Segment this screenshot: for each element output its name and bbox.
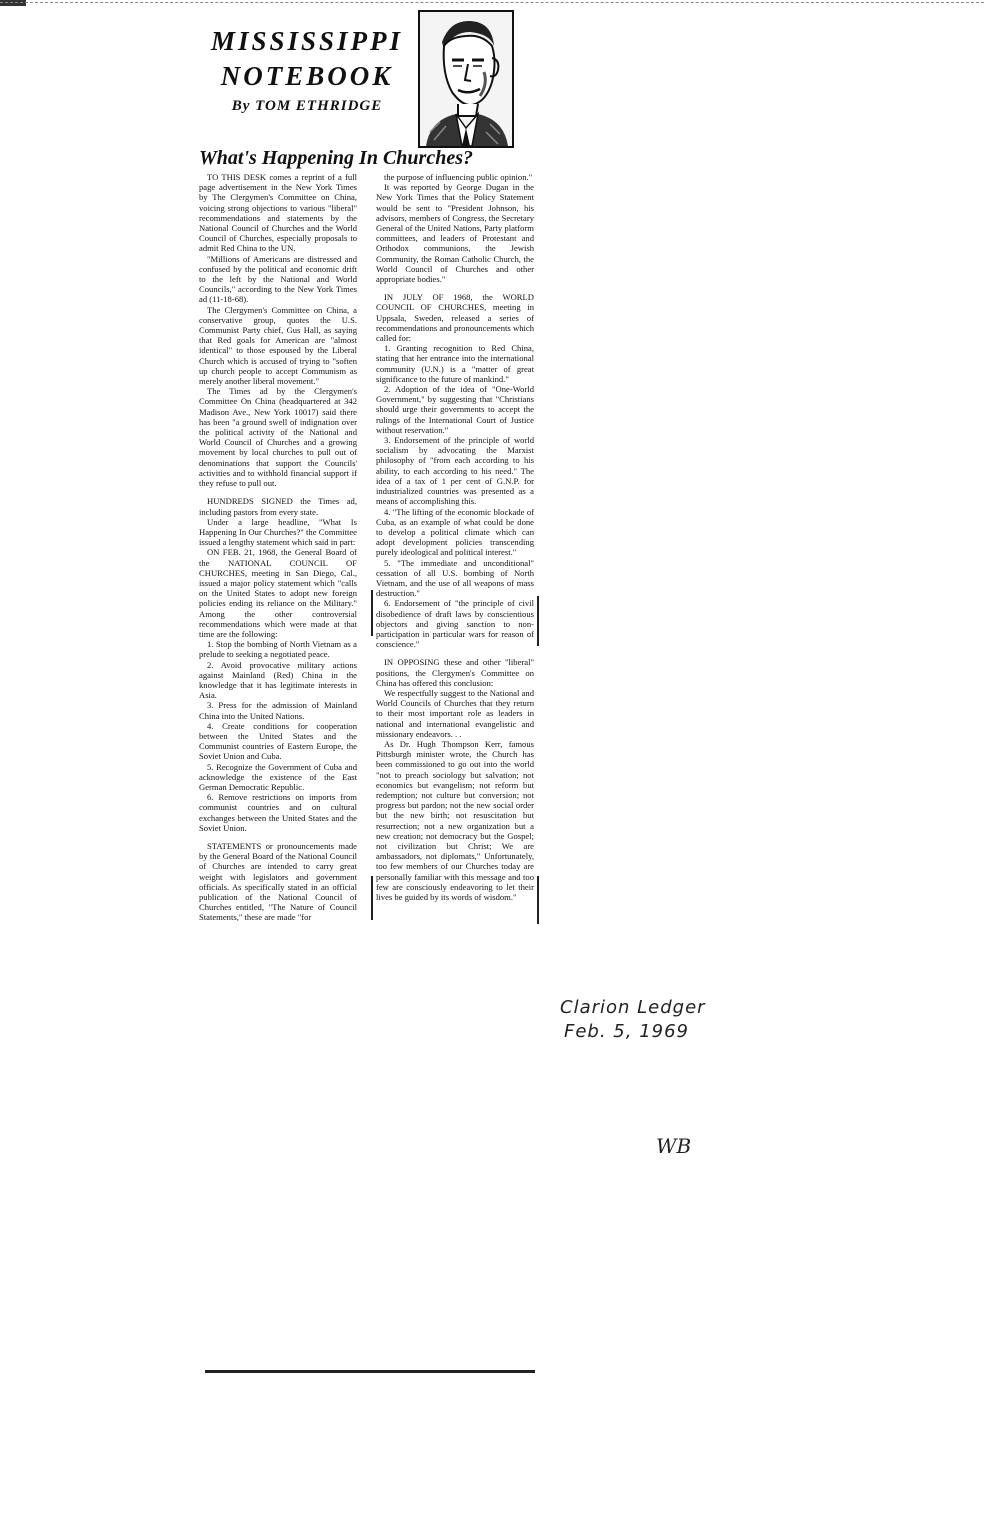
- column-1-paragraph: STATEMENTS or pronouncements made by the General Board of the National Council of Churches are intended to carry great weight with legislators and government officials. As specifically stated in an official publication of the National Council of Churches entitled, "The Nature of Council Statements," these are made "for: [199, 841, 357, 923]
- handwritten-source-note: [560, 996, 780, 1044]
- handwritten-initials: WB: [656, 1134, 692, 1158]
- column-1-paragraph: HUNDREDS SIGNED the Times ad, including pastors from every state.: [199, 496, 357, 517]
- article-end-rule: [205, 1370, 535, 1373]
- masthead-text: [196, 24, 418, 115]
- scan-corner-mark: [0, 0, 26, 6]
- column-2-paragraph: 6. Endorsement of "the principle of civil disobedience of draft laws by conscientious objectors and giving sanction to non-participation in particular wars for reason of conscience.": [376, 598, 534, 650]
- column-1-paragraph: TO THIS DESK comes a reprint of a full page advertisement in the New York Times by The Clergymen's Committee on China, voicing strong objections to various "liberal" recommendations and statements by the National Council of Churches and the World Council of Churches, especially proposals to admit Red China to the UN.: [199, 172, 357, 254]
- column-2-paragraph: the purpose of influencing public opinion.": [384, 172, 533, 182]
- author-portrait-image: [418, 10, 514, 148]
- column-2-paragraph: IN OPPOSING these and other "liberal" positions, the Clergymen's Committee on China has offered this conclusion:: [376, 657, 534, 688]
- article-headline: What's Happening In Churches?: [199, 147, 473, 169]
- margin-bracket-mark: [371, 590, 373, 636]
- column-1-paragraph: 3. Press for the admission of Mainland China into the United Nations.: [199, 700, 357, 721]
- column-1-paragraph: 1. Stop the bombing of North Vietnam as a prelude to seeking a negotiated peace.: [199, 639, 357, 660]
- handwritten-publication: Clarion Ledger: [560, 997, 706, 1018]
- margin-bracket-mark: [537, 596, 539, 646]
- article-column-2: [376, 172, 534, 902]
- portrait-drawing-icon: [420, 12, 512, 146]
- column-1-paragraph: The Clergymen's Committee on China, a conservative group, quotes the U.S. Communist Party chief, Gus Hall, as saying that Red goals for American are "almost identical" to those espoused by the Liberal Church which is accused of trying to "soften up church people to accept Communism as merely another liberal movement.": [199, 304, 357, 387]
- column-1-paragraph: Under a large headline, "What Is Happening In Our Churches?" the Committee issued a lengthy statement which said in part:: [199, 516, 357, 548]
- column-2-paragraph: 1. Granting recognition to Red China, stating that her entrance into the international community (U.N.) is a "matter of great significance to the future of mankind.": [376, 343, 534, 384]
- masthead-title-line-2: NOTEBOOK: [220, 61, 394, 91]
- column-1-paragraph: 4. Create conditions for cooperation between the United States and the Communist countries of Eastern Europe, the Soviet Union and Cuba.: [199, 720, 357, 762]
- column-2-paragraph: 3. Endorsement of the principle of world socialism by advocating the Marxist philosophy of "from each according to his ability, to each according to his need." The idea of a tax of 1 per cent of G.N.P. for industrialized countries was presented as a means of accomplishing this.: [376, 435, 534, 507]
- column-2-paragraph: 2. Adoption of the idea of "One-World Government," by suggesting that "Christians should urge their governments to accept the rulings of the International Court of Justice without reservation.": [376, 384, 534, 435]
- column-1-paragraph: 6. Remove restrictions on imports from communist countries and on cultural exchanges between the United States and the Soviet Union.: [199, 792, 357, 833]
- scan-top-edge: [0, 2, 984, 3]
- handwritten-date: Feb. 5, 1969: [564, 1021, 690, 1042]
- column-1-paragraph: ON FEB. 21, 1968, the General Board of the NATIONAL COUNCIL OF CHURCHES, meeting in San Diego, Cal., issued a major policy statement which "calls on the United States to adopt new foreign policies ending its reliance on the Military." Among the other controversial recommendations which were made at that time are the following:: [199, 547, 357, 639]
- column-2-paragraph: 4. "The lifting of the economic blockade of Cuba, as an example of what could be done to develop a political climate which can adopt development policies transcending purely ideological and political interest.": [376, 506, 534, 558]
- margin-bracket-mark: [371, 876, 373, 920]
- column-2-paragraph: 5. "The immediate and unconditional" cessation of all U.S. bombing of North Vietnam, and the use of all weapons of mass destruction.": [376, 557, 534, 599]
- column-2-paragraph: We respectfully suggest to the National and World Councils of Churches that they return to their most important role as leaders in national and international evangelistic and missionary endeavors. . .: [376, 687, 534, 739]
- column-masthead: [196, 10, 514, 150]
- column-2-paragraph: It was reported by George Dugan in the New York Times that the Policy Statement would be sent to "President Johnson, his advisors, members of Congress, the Secretary General of the United Nations, Party platform committees, and leaders of Protestant and Orthodox communions, the Jewish Community, the Roman Catholic Church, the World Council of Churches and other appropriate bodies.": [376, 182, 534, 285]
- column-1-paragraph: "Millions of Americans are distressed and confused by the political and economic drift to the left by the National and World Councils," according to the New York Times ad (11-18-68).: [199, 253, 357, 305]
- column-2-paragraph: As Dr. Hugh Thompson Kerr, famous Pittsburgh minister wrote, the Church has been commissioned to go out into the world "not to preach sociology but salvation; not economics but evangelism; not reform but redemption; not culture but conversion; not progress but pardon; not the new social order but the new birth; not resuscitation but resurrection; not a new organization but a new creation; not democracy but the Gospel; not civilization but Christ; We are ambassadors, not diplomats," Unfortunately, too few members of our Churches today are personally familiar with this message and too few are consciously endeavoring to let their lives be guided by its words of wisdom.": [376, 738, 534, 903]
- article-column-1: [199, 172, 357, 923]
- column-1-paragraph: 5. Recognize the Government of Cuba and acknowledge the existence of the East German Democratic Republic.: [199, 761, 357, 792]
- column-1-paragraph: The Times ad by the Clergymen's Committee On China (headquartered at 342 Madison Ave., New York 10017) said there has been "a ground swell of indignation over the political activity of the National and World Council of Churches and a growing movement by local churches to pull out of denominations that support the Councils' activities and to withhold financial support if they refuse to pull out.: [199, 386, 357, 489]
- masthead-title-line-1: MISSISSIPPI: [210, 26, 404, 56]
- column-2-paragraph: IN JULY OF 1968, the WORLD COUNCIL OF CHURCHES, meeting in Uppsala, Sweden, released a series of recommendations and pronouncements which called for:: [376, 292, 534, 344]
- column-1-paragraph: 2. Avoid provocative military actions against Mainland (Red) China in the knowledge that it has legitimate interests in Asia.: [199, 659, 357, 701]
- byline: By TOM ETHRIDGE: [231, 98, 383, 114]
- margin-bracket-mark: [537, 876, 539, 924]
